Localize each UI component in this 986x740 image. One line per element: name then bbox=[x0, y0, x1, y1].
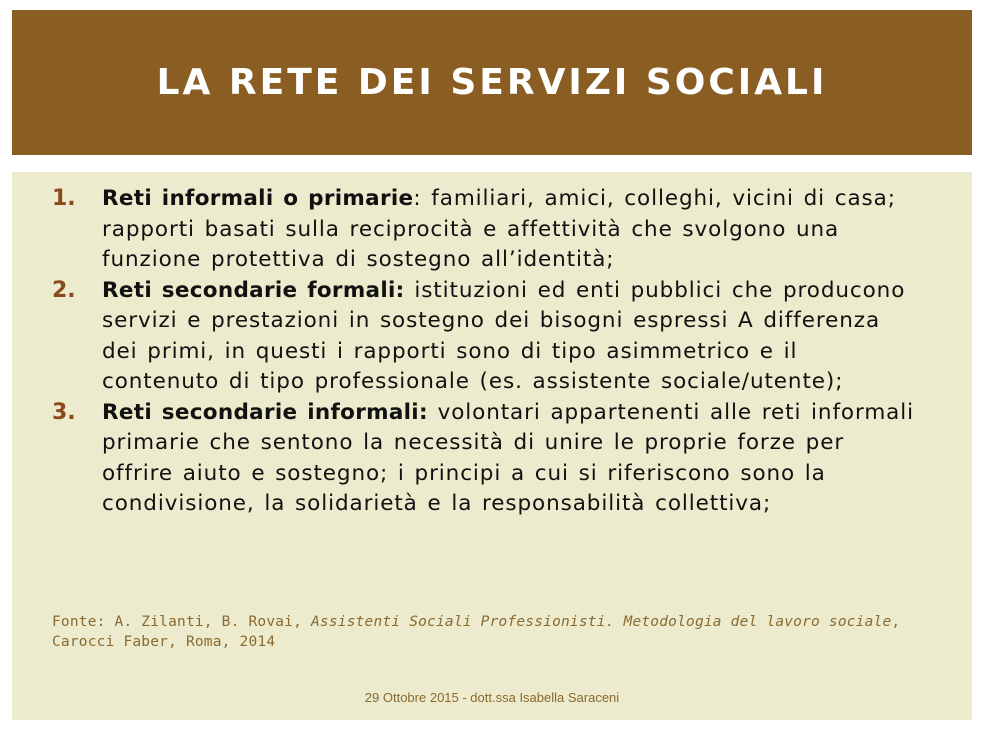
item-text bbox=[102, 398, 922, 520]
slide-header bbox=[12, 10, 972, 155]
slide-body bbox=[12, 172, 972, 720]
item-number: 2. bbox=[52, 277, 76, 303]
network-list bbox=[12, 184, 972, 520]
slide-footer: 29 Ottobre 2015 - dott.ssa Isabella Saraceni bbox=[364, 690, 620, 705]
list-item bbox=[12, 398, 972, 520]
slide-title: LA RETE DEI SERVIZI SOCIALI bbox=[156, 62, 828, 103]
source-citation bbox=[52, 612, 952, 652]
item-text bbox=[102, 184, 922, 276]
item-term: Reti secondarie formali: bbox=[102, 277, 405, 303]
item-term: Reti informali o primarie bbox=[102, 186, 414, 211]
item-term: Reti secondarie informali: bbox=[102, 399, 428, 425]
source-prefix: Fonte: A. Zilanti, B. Rovai, bbox=[52, 614, 311, 630]
item-description: istituzioni ed enti pubblici che producono servizi e prestazioni in sostegno dei bisogni espressi A differenza dei primi, in questi i rapporti sono di tipo asimmetrico e il contenuto di tipo professionale (es. assistente sociale/utente); bbox=[102, 277, 906, 394]
item-text bbox=[102, 276, 922, 398]
list-item bbox=[12, 184, 972, 276]
item-number: 3. bbox=[52, 399, 76, 425]
item-description: volontari appartenenti alle reti informali primarie che sentono la necessità di unire le proprie forze per offrire aiuto e sostegno; i principi a cui si riferiscono sono la condivisione, la solidarietà e la responsabilità collettiva; bbox=[102, 399, 915, 516]
list-item bbox=[12, 276, 972, 398]
source-suffix: , Carocci Faber, Roma, 2014 bbox=[52, 614, 901, 650]
source-book-title: Assistenti Sociali Professionisti. Metodologia del lavoro sociale bbox=[310, 614, 892, 630]
item-description: : familiari, amici, colleghi, vicini di casa; rapporti basati sulla reciprocità e affettività che svolgono una funzione protettiva di sostegno all’identità; bbox=[102, 186, 896, 272]
item-number: 1. bbox=[52, 186, 76, 211]
